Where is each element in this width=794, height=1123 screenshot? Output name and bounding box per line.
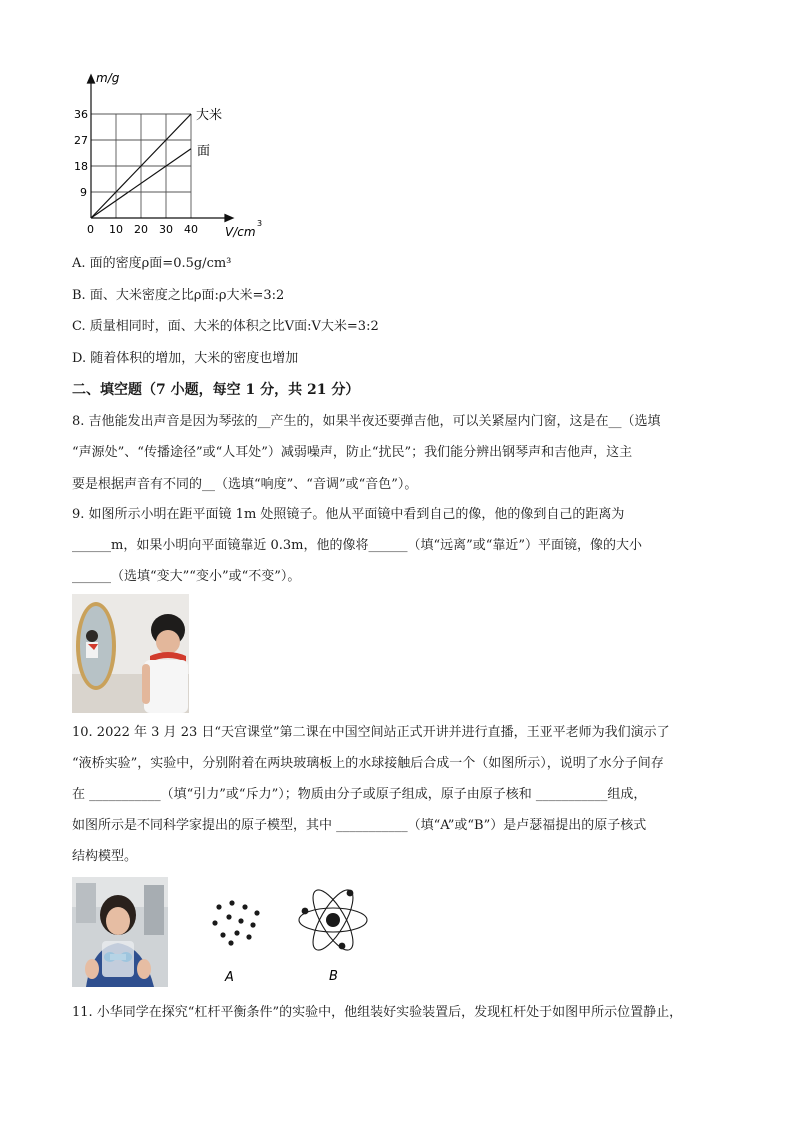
- section-title: 二、填空题（7 小题，每空 1 分，共 21 分）: [72, 382, 360, 398]
- flour-series-label: 面: [197, 144, 211, 159]
- q10-line-4: 如图所示是不同科学家提出的原子模型，其中 ___________（填“A”或“B”）是卢瑟福提出的原子核式: [72, 818, 647, 833]
- y-tick-36: 36: [74, 108, 88, 121]
- y-tick-27: 27: [74, 134, 88, 147]
- rice-series-label: 大米: [196, 108, 223, 123]
- q9-line-2: ______m，如果小明向平面镜靠近 0.3m，他的像将______（填“远离”或“靠近”）平面镜，像的大小: [72, 538, 643, 553]
- space-lecture-photo: [72, 877, 168, 987]
- y-axis-label: m/g: [96, 71, 120, 85]
- q8-line-1: 8. 吉他能发出声音是因为琴弦的__产生的，如果半夜还要弹吉他，可以关紧屋内门窗，这是在__（选填: [72, 414, 661, 429]
- atom-model-a: [205, 895, 265, 985]
- q10-line-2: “液桥实验”，实验中，分别附着在两块玻璃板上的水球接触后合成一个（如图所示），说明了水分子间存: [72, 756, 664, 771]
- x-axis-label-sup: 3: [257, 219, 263, 228]
- x-tick-20: 20: [134, 223, 148, 236]
- x-tick-10: 10: [109, 223, 123, 236]
- option-a: A. 面的密度ρ面=0.5g/cm³: [72, 256, 232, 271]
- q9-line-1: 9. 如图所示小明在距平面镜 1m 处照镜子。他从平面镜中看到自己的像，他的像到自己的距离为: [72, 507, 625, 522]
- q9-line-3: ______（选填“变大”“变小”或“不变”）。: [72, 569, 301, 584]
- q10-line-1: 10. 2022 年 3 月 23 日“天宫课堂”第二课在中国空间站正式开讲并进行直播，王亚平老师为我们演示了: [72, 725, 670, 740]
- x-tick-0: 0: [87, 223, 94, 236]
- x-tick-30: 30: [159, 223, 173, 236]
- q10-line-5: 结构模型。: [72, 849, 138, 864]
- x-axis-label: V/cm: [225, 225, 256, 239]
- y-tick-9: 9: [80, 186, 87, 199]
- atom-label-b: B: [329, 969, 338, 984]
- q11-line-1: 11. 小华同学在探究“杠杆平衡条件”的实验中，他组装好实验装置后，发现杠杆处于如图甲所示位置静止，: [72, 1005, 683, 1020]
- atom-label-a: A: [225, 970, 234, 985]
- y-tick-18: 18: [74, 160, 88, 173]
- density-graph: [70, 66, 280, 244]
- option-c: C. 质量相同时，面、大米的体积之比V面:V大米=3:2: [72, 319, 379, 334]
- q8-line-3: 要是根据声音有不同的__（选填“响度”、“音调”或“音色”）。: [72, 477, 418, 492]
- q10-line-3: 在 ___________（填“引力”或“斥力”）；物质由分子或原子组成，原子由原子核和 ___________组成，: [72, 787, 647, 802]
- mirror-photo: [72, 594, 189, 713]
- x-tick-40: 40: [184, 223, 198, 236]
- option-d: D. 随着体积的增加，大米的密度也增加: [72, 351, 299, 366]
- q8-line-2: “声源处”、“传播途径”或“人耳处”）减弱噪声，防止“扰民”；我们能分辨出钢琴声和吉他声，这主: [72, 445, 633, 460]
- option-b: B. 面、大米密度之比ρ面:ρ大米=3:2: [72, 288, 285, 303]
- atom-model-b: [296, 880, 372, 986]
